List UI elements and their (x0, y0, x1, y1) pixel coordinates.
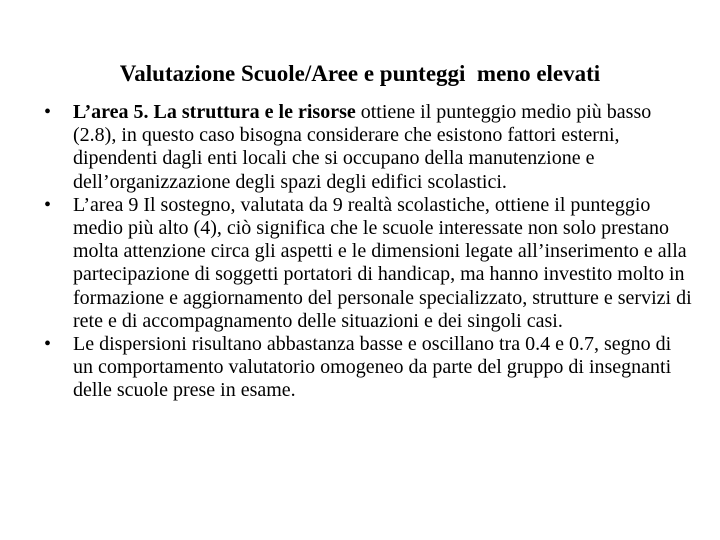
slide-title: Valutazione Scuole/Aree e punteggi meno elevati (119, 61, 601, 86)
bullet-body-text: ottiene il punteggio medio più basso (2.8), in questo caso bisogna considerare che esistono fattori esterni, dipendenti dagli enti locali che si occupano della manutenzione e dell’organizzazione degli spazi degli edifici scolastici. (73, 101, 652, 193)
bullet-icon: • (44, 193, 52, 216)
bullet-text (73, 101, 651, 193)
bullet-icon: • (44, 101, 52, 123)
bullet-list (44, 101, 694, 403)
bullet-text (73, 333, 671, 401)
bullet-body-text: Le dispersioni risultano abbastanza basse e oscillano tra 0.4 e 0.7, segno di un comportamento valutatorio omogeneo da parte del gruppo di insegnanti delle scuole prese in esame. (73, 333, 672, 402)
bullet-text (73, 194, 692, 332)
bullet-body-text: L’area 9 Il sostegno, valutata da 9 realtà scolastiche, ottiene il punteggio medio più alto (4), ciò significa che le scuole interessate non solo prestano molta attenzione circa gli aspetti e le dimensioni legate all’inserimento e alla partecipazione di soggetti portatori di handicap, ma hanno investito molto in formazione e aggiornamento del personale specializzato, strutture e servizi di rete e di accompagnamento delle situazioni e dei singoli casi. (73, 193, 692, 332)
bullet-item-area9 (44, 194, 694, 333)
bullet-icon: • (44, 333, 52, 356)
bullet-item-area5 (44, 101, 694, 194)
bullet-item-dispersioni (44, 333, 694, 403)
bullet-lead-text: L’area 5. La struttura e le risorse (73, 101, 356, 123)
